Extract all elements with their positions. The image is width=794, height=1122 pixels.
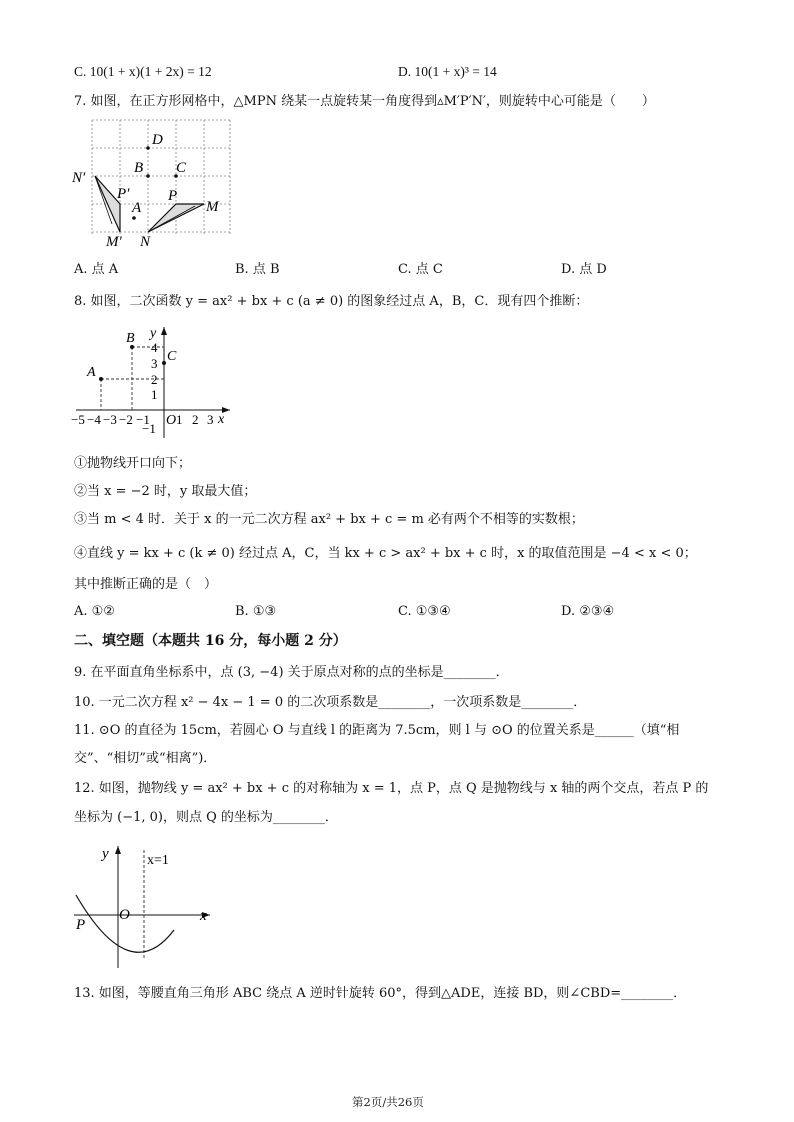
q8-statement-1: ①抛物线开口向下； (74, 456, 192, 471)
label-b: B (134, 160, 144, 176)
point-a (99, 377, 103, 381)
q8-coordinate-figure (70, 323, 240, 443)
q7-option-c: C. 点 C (398, 262, 443, 277)
label-d: D (152, 132, 163, 148)
label-m: M (206, 199, 219, 215)
origin-label: O (166, 413, 177, 428)
x-tick-3: 3 (207, 412, 214, 427)
q8-option-a: A. ①② (74, 604, 115, 619)
point-a (132, 216, 136, 220)
y-label: y (102, 846, 109, 862)
q12-line-2: 坐标为 (−1, 0)，则点 Q 的坐标为________． (74, 810, 338, 825)
x-tick-1: 1 (176, 412, 183, 427)
q8-statement-2: ②当 x = −2 时，y 取最大值； (74, 484, 257, 499)
q8-option-b: B. ①③ (235, 604, 277, 619)
q7-grid-figure (70, 114, 240, 254)
q6-option-d: D. 10(1 + x)³ = 14 (398, 64, 497, 79)
x-tick-neg3: −3 (103, 412, 117, 427)
y-tick-4: 4 (151, 340, 158, 355)
q8-option-d: D. ②③④ (561, 604, 615, 619)
label-m-prime: M′ (106, 234, 122, 250)
y-tick-neg1: −1 (142, 421, 156, 436)
label-c: C (176, 160, 187, 176)
q8-statement-4: ④直线 y = kx + c (k ≠ 0) 经过点 A，C，当 kx + c > ax² + bx + c 时，x 的取值范围是 −4 < x < 0； (74, 546, 697, 561)
q8-question: 其中推断正确的是（ ） (74, 577, 218, 592)
point-d (146, 146, 150, 150)
label-p: P (168, 188, 178, 204)
label-n: N (140, 234, 151, 250)
q11-line-1: 11. ⊙O 的直径为 15cm，若圆心 O 与直线 l 的距离为 7.5cm，则 l 与 ⊙O 的位置关系是______（填“相 (74, 723, 680, 738)
label-b: B (126, 331, 135, 346)
y-tick-1: 1 (151, 387, 158, 402)
x-label: x (200, 908, 207, 924)
q13-text: 13. 如图，等腰直角三角形 ABC 绕点 A 逆时针旋转 60°，得到△ADE，连接 BD，则∠CBD=________． (74, 986, 687, 1001)
triangle-m-prime-p-prime-n-prime (95, 176, 120, 232)
point-p-label: P (76, 917, 86, 933)
q7-option-d: D. 点 D (561, 262, 607, 277)
label-p-prime: P′ (117, 186, 130, 202)
q6-option-c: C. 10(1 + x)(1 + 2x) = 12 (74, 64, 212, 79)
q7-stem: 7. 如图，在正方形网格中，△MPN 绕某一点旋转某一角度得到▵M′P′N′，则旋转中心可能是（ ） (74, 94, 655, 109)
y-axis-label: y (150, 326, 157, 341)
x-tick-neg1: −1 (136, 412, 150, 427)
x-tick-neg5: −5 (71, 412, 85, 427)
section-2-heading: 二、填空题（本题共 16 分，每小题 2 分） (74, 633, 347, 649)
label-n-prime: N′ (72, 170, 86, 186)
q10-text: 10. 一元二次方程 x² − 4x − 1 = 0 的二次项系数是________，一次项系数是________． (74, 695, 587, 710)
q8-stem: 8. 如图，二次函数 y = ax² + bx + c (a ≠ 0) 的图象经过点 A，B，C．现有四个推断： (74, 294, 589, 309)
label-a: A (132, 200, 142, 216)
label-a: A (87, 365, 96, 380)
q8-statement-3: ③当 m < 4 时．关于 x 的一元二次方程 ax² + bx + c = m 必有两个不相等的实数根； (74, 512, 584, 527)
q12-line-1: 12. 如图，抛物线 y = ax² + bx + c 的对称轴为 x = 1，点 P，点 Q 是抛物线与 x 轴的两个交点，若点 P 的 (74, 781, 709, 796)
x-axis-label: x (218, 412, 225, 427)
point-c (162, 361, 166, 365)
x-tick-2: 2 (192, 412, 199, 427)
label-c: C (167, 349, 177, 364)
y-tick-2: 2 (151, 372, 158, 387)
q9-text: 9. 在平面直角坐标系中，点 (3, −4) 关于原点对称的点的坐标是________． (74, 665, 509, 680)
page-footer: 第2页/共26页 (352, 1095, 424, 1109)
point-b (146, 174, 150, 178)
parabola-curve (76, 895, 174, 952)
q12-parabola-figure (70, 838, 220, 974)
q11-line-2: 交”、“相切”或“相离”)． (74, 751, 217, 766)
q8-option-c: C. ①③④ (398, 604, 451, 619)
y-tick-3: 3 (151, 356, 158, 371)
x-tick-neg4: −4 (87, 412, 101, 427)
q7-option-a: A. 点 A (74, 262, 119, 277)
symmetry-axis-label: x=1 (147, 853, 169, 868)
x-tick-neg2: −2 (119, 412, 133, 427)
q7-option-b: B. 点 B (235, 262, 280, 277)
origin-label: O (119, 907, 130, 923)
